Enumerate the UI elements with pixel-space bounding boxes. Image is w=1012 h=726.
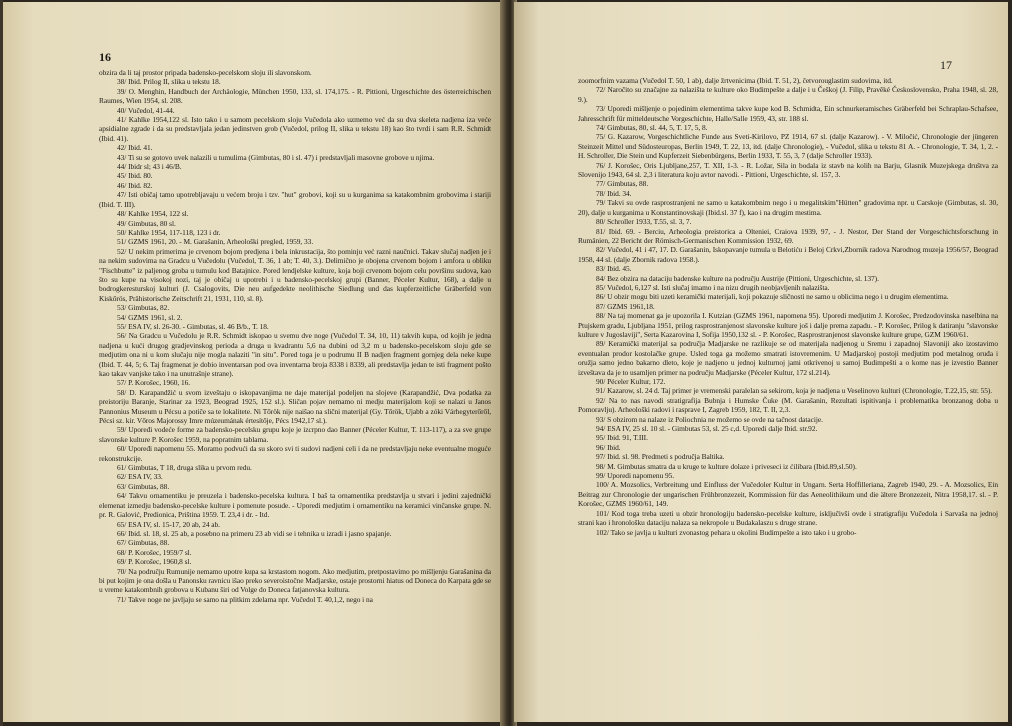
footnote-paragraph: 58/ D. Karapandžić u svom izveštaju o iskopavanjima ne daje materijal podeljen na slojeve (Karapandžić, Dva podatka za preistoriju Baranje, Starinar za 1923, Beograd 1925, 152 sl.). Sličan pojav nemamo ni medju materijalom koji se nalazi u Janos Pannonius Museum u Pécsu a potiče sa te lokalitete. Ni Tőrök nije naišao na slični materijal (Gy. Tőrök, Ujabb a zóki Várhegyterőről, Pécsi sz. kir. Vőros Majorossy Imre múzeumának értesítője, Pécs 1942,17 sl.). — [99, 387, 491, 426]
footnote-paragraph: 75/ G. Kazarow, Vorgeschichtliche Funde aus Sveti-Kirilovo, PZ 1914, 67 sl. (dalje Kazarow). - V. Miločić, Chronologie der jüngeren Steinzeit Mittel und Südosteuropas, Berlin 1949, T. 22, 13, itd. (dalje Chronologie), - Vučedol, slika u tekstu 81 A. - Chronologie, T. 34, 1, 2. - H. Schroller, Die Stein und Kupferzeit Siebenbürgens, Berlin 1933, T. 55, 3, 7 (dalje Schroller 1933). — [578, 132, 998, 161]
left-page-footnotes — [99, 68, 491, 604]
footnote-paragraph: 68/ P. Korošec, 1959/7 sl. — [117, 547, 192, 557]
footnote-paragraph: 94/ ESA IV, 25 sl. 10 sl. - Gimbutas 53, sl. 25 c,d. Uporedi dalje Ibid. str.92. — [596, 424, 818, 434]
page-number-right: 17 — [940, 58, 952, 72]
footnote-paragraph: 67/ Gimbutas, 88. — [117, 538, 170, 548]
footnote-paragraph: 93/ S obzirom na nalaze iz Poliochnia ne možemo se ovde na tačnost datacije. — [596, 414, 823, 424]
left-page — [3, 2, 503, 722]
footnote-paragraph: 81/ Ibid. 69. - Berciu, Arheologia preistorica a Olteniei, Craiova 1939, 97, - J. Nestor, Der Stand der Vorgeschichtsforschung in Rumänien, 22 Bericht der Römisch-Germanischen Kommission 1932, 69. — [578, 226, 998, 245]
footnote-paragraph: 100/ A. Mozsolics, Verbreitung und Einfluss der Vučedoler Kultur in Ungarn. Serta Hoffilleriana, Zagreb 1940, 29. - A. Mozsolics, Ein Beitrag zur Chronologie der ungarischen Frühbronzezeit, Kommission für das Aeneolithikum und die ältere Bronzezeit, Nitra 1958,17. sl. - P. Korošec, GZMS 1960/61, 149. — [578, 480, 998, 509]
footnote-paragraph: 82/ Vučedol, 41 i 47, 17. D. Garašanin, Iskopavanje tumula u Belotiću i Beloj Crkvi,Zbornik radova Narodnog muzeja 1956/57, Beograd 1958, 44 sl. (dalje Zbornik radova 1958.). — [578, 245, 998, 264]
footnote-paragraph: 63/ Gimbutas, 88. — [117, 481, 170, 491]
footnote-paragraph: 73/ Uporedi mišljenje o pojedinim elementima takve kupe kod B. Schmidta, Ein schnurkeramisches Gräberfeld bei Schraplau-Schafsee, Jahresschrift für mitteldeutsche Vorgeschichte, Halle/Salle 1959, 43, str. 188 sl. — [578, 104, 998, 123]
footnote-paragraph: 51/ GZMS 1961, 20. - M. Garašanin, Arheološki pregled, 1959, 33. — [117, 237, 314, 247]
footnote-paragraph: 90/ Péceler Kultur, 172. — [596, 377, 666, 386]
footnote-paragraph: 80/ Schroller 1933, T.55, sl. 3, 7. — [596, 217, 692, 227]
footnote-paragraph: 39/ O. Menghin, Handbuch der Archäologie, München 1950, 133, sl. 174,175. - R. Pittioni, Urgeschichte des österreichischen Raumes, Wien 1954, sl. 208. — [99, 86, 491, 106]
footnote-paragraph: 56/ Na Gradcu u Vučedolu je R.R. Schmidt iskopao u svemu dve noge (Vučedol T. 34, 10, 11) takvih kupa, od kojih je jedna nadjena u kući drugog gradjevinskog perioda a druga u kvadrantu 5,6 na dubini od 3,2 m u badensko-pecelskom sloju gde se medjutim ona ni u kom slučaju nije mogla nalaziti "in situ". Pored toga je u podrumu II B nadjen fragment gornjeg dela neke kupe (Ibid. T. 44, 5; 6. Taj fragmenat je dobio inventarsan pod ova inventarna broja 8338 i 8339, ali predstavlja jedan te isti fragment pošto kao takav vanjske tako i na unutrašnje strane). — [99, 331, 491, 378]
footnote-paragraph: 38/ Ibid. Prilog II, slika u tekstu 18. — [117, 77, 221, 87]
right-page-footnotes — [578, 76, 998, 537]
footnote-paragraph: 45/ Ibid. 80. — [117, 171, 153, 181]
footnote-paragraph: 78/ Ibid. 34. — [596, 188, 632, 198]
footnote-paragraph: 54/ GZMS 1961, sl. 2. — [117, 312, 183, 322]
footnote-paragraph: 96/ Ibid. — [596, 442, 621, 452]
footnote-paragraph: 49/ Gimbutas, 80 sl. — [117, 218, 176, 228]
footnote-paragraph: 61/ Gimbutas, T 18, druga slika u prvom redu. — [117, 463, 252, 473]
footnote-paragraph: 64/ Takvu ornamentiku je preuzela i badensko-pecelska kultura. I baš ta ornamentika predstavlja u stvari i jedini zajednički elemenat izmedju badensko-pecelske kulture i pomenute posude. - Uporedi medjutim i ornamentiku na keramici vinčanske grupe. N. pr. R. Galović, Predionica, Priština 1959. T. 23,4 i dr. - Itd. — [99, 491, 491, 520]
footnote-paragraph: 86/ U obzir mogu biti uzeti keramički materijali, koji pokazuje sličnosti ne samo u oblicima nego i u drugim elementima. — [596, 292, 949, 302]
footnote-paragraph: 84/ Bez obzira na dataciju badenske kulture na području Austrije (Pittioni, Urgeschichte, sl. 137). — [596, 273, 879, 283]
footnote-paragraph: 50/ Kahlke 1954, 117-118, 123 i dr. — [117, 227, 221, 237]
footnote-paragraph: 43/ Ti su se gotovo uvek nalazili u tumulima (Gimbutas, 80 i sl. 47) i predstavljali masovne grobove u njima. — [117, 152, 435, 162]
footnote-paragraph: 59/ Upoređi vodeće forme za badensko-pecelsku grupu koje je izcrpno dao Banner (Péceler Kultur, T. 113-117), a za sve grupe slavonske kulture P. Korošec 1959, na popratnim tablama. — [99, 425, 491, 444]
footnote-paragraph: 92/ Na to nas navodi stratigrafija Bubnja i Humske Čuke (M. Garašanin, Rezultati ispitivanja i problematika bronzanog doba u Pomoravlju). Arheološki radovi i rasprave I, Zagreb 1959, 182, T. II, 2,3. — [578, 395, 998, 415]
footnote-paragraph: 101/ Kod toga treba uzeti u obzir hronologiju badensko-pecelske kulture, isključivši ovde i stratigrafiju Vučedola i Sarvaša na jednoj strani kao i hronološku dataciju nalaza sa nekropole u Budakalaszu s druge strane. — [578, 508, 998, 528]
footnote-paragraph: 79/ Takvi su ovde rasprostranjeni ne samo u katakombnim nego i u megalitskim"Hütten" gradovima npr. u Carskoje (Gimbutas, sl. 30, 20), dalje u kurganima u Konstantinovskaji (Ibid.sl. 37 f), kao i na drugim mestima. — [578, 198, 998, 217]
footnote-paragraph: 77/ Gimbutas, 88. — [596, 179, 649, 189]
footnote-paragraph: 47/ Isti običaj tamo upotrebljavaju u većem broju i tzv. "hut" grobovi, koji su u kurganima sa katakombnim grobovima i stariji (Ibid. T. III). — [99, 190, 491, 209]
footnote-paragraph: 74/ Gimbutas, 80, sl. 44, 5, T. 17, 5, 8. — [596, 123, 708, 133]
footnote-paragraph: 69/ P. Korošec, 1960,8 sl. — [117, 557, 192, 567]
footnote-paragraph: 88/ Na taj momenat ga je upozorila I. Kutzian (GZMS 1961, napomena 95). Uporedi medjutim J. Korošec, Predzodovinska naselbina na Ptujskem gradu, Ljubljana 1951, prilog rasprostranjenost slavonske kulture još i dalje prema zapadu. - P. Korošec, Prilog k datiranju "slavonske kulture v Jugoslaviji", Serta Kazarovina I, Sofija 1950,132 sl. - P. Korošec, Rasprostranjenost slavonske kulture grupe, GZM 1960/61. — [578, 311, 998, 339]
footnote-paragraph: 65/ ESA IV, sl. 15-17, 20 ab, 24 ab. — [117, 519, 220, 529]
footnote-paragraph: 52/ U nekim primerima je crvenom bojom predjena i bela inkrustacija, što pominju već razni naučnici. Takav slučaj nadjen je i na nekim sudovima na Gradcu u Vučedolu (Vučedol, T. 36, 1 ab; T. 40, 3.). Delimično je obojena crvenom bojom i amfora u obliku "Fischbutte" iz paljenog groba u tumulu kod Batajnice. Pored lendjelske kulture, koja boji crvenom bojom celu površinu sudova, kao što su kupe na visokoj nozi, taj je običaj u upotrebi i u badensko-pecelskoj grupi (Banner, Péceler Kultur, 168), a dalje u bodrogkeresturskoj kulturi (J. Csalogovits, Die neu aufgedekte neolithische Siedlung und das kupferzeitliche Gräberfeld von Kiskőrös, Prähistorische Zeitschrift 21, 1931, 110, sl. 8). — [99, 246, 491, 303]
footnote-paragraph: obzira da li taj prostor pripada badensko-pecelskom sloju ili slavonskom. — [99, 68, 312, 77]
page-number-left: 16 — [99, 50, 111, 64]
footnote-paragraph: 71/ Takve noge ne javljaju se samo na plitkim zdelama npr. Vučedol T. 40,1,2, nego i na — [117, 594, 373, 604]
footnote-paragraph: 62/ ESA IV, 33. — [117, 472, 163, 482]
footnote-paragraph: 99/ Uporedi napomenu 95. — [596, 471, 675, 481]
footnote-paragraph: 60/ Upoređi napomenu 55. Moramo podvući da su skoro svi ti sudovi nadjeni celi i da ne predstavljaju neke eventualne moguće rekonstrukcije. — [99, 444, 491, 463]
footnote-paragraph: 95/ Ibid. 91, T.III. — [596, 433, 648, 443]
footnote-paragraph: 70/ Na području Rumunije nemamo upotre kupa sa krstastom nogom. Ako medjutim, pretpostavimo po mišljenju Garašanina da bi put kojim je ona došla u Panonsku ravnicu išao preko severoistočne Madjarske, ostaje prostorni hiatus od Doneca do Karpata gde se u vreme katakombnih grobova u Kubanu širi od Volge do Doneca fatjanovska kultura. — [99, 566, 491, 595]
footnote-paragraph: 102/ Tako se javlja u kulturi zvonastog pehara u okolini Budimpešte a isto tako i u grobo- — [596, 527, 857, 537]
footnote-paragraph: 66/ Ibid. sl. 18, sl. 25 ab, a posebno na primeru 23 ab vidi se i tehnika u izradi i jasno spajanje. — [117, 528, 392, 538]
footnote-paragraph: 48/ Kahlke 1954, 122 sl. — [117, 209, 189, 219]
footnote-paragraph: 40/ Vučedol, 41-44. — [117, 105, 175, 115]
footnote-paragraph: 85/ Vučedol, 6,127 sl. Isti slučaj imamo i na nizu drugih neobjavljenih nalazišta. — [596, 282, 830, 292]
footnote-paragraph: 44/ Ibidr sl; 43 i 46/B. — [117, 162, 182, 172]
footnote-paragraph: 98/ M. Gimbutas smatra da u kruge te kulture dolaze i priveseci iz ćilibara (Ibid.89,sl.50). — [596, 461, 857, 471]
footnote-paragraph: 76/ J. Korošec, Oris Ljubljane,257, T. XII, 1-3. - R. Ložar, Sila in bodala iz stavb na kolih na Barju, Glasnik Muzejskega društva za Slovenijo 1943, 64 sl. 2,3 i literatura koju avtor navodi. - Pittioni, Urgeschichte, sl. 157, 3. — [578, 160, 998, 180]
right-page — [514, 2, 1008, 722]
footnote-paragraph: zoomorfnim vazama (Vučedol T. 50, 1 ab), dalje žrtvenicima (Ibid. T. 51, 2), četvorouglastim sudovima, itd. — [578, 76, 893, 85]
footnote-paragraph: 87/ GZMS 1961,18. — [596, 301, 655, 311]
footnote-paragraph: 42/ Ibid. 41. — [117, 143, 153, 153]
footnote-paragraph: 41/ Kahlke 1954,122 sl. Isto tako i u samom pecelskom sloju Vučedola ako uzmemo već da su dva skeleta nadjena iza veće apsidialne zgrade i da su predstavljala jedan jedinstven grob (Vučedol, prilog II, slika u tekstu 18) kao što tvrdi i sam R.R. Schmidt (Ibid. 41). — [99, 115, 491, 143]
footnote-paragraph: 72/ Naročito su značajne za nalazišta te kulture oko Budimpešte a dalje i u Češkoj (J. Filip, Pravěké Československo, Praha 1948, sl. 28, 9.). — [578, 85, 998, 104]
footnote-paragraph: 55/ ESA IV, sl. 26-30. - Gimbutas, sl. 46 B/b., T. 18. — [117, 321, 269, 331]
footnote-paragraph: 83/ Ibid. 45. — [596, 264, 632, 274]
footnote-paragraph: 91/ Kazarow, sl. 24 d. Taj primer je vremenski paralelan sa sekirom, koja je nadjena u Veselinovo kulturi (Chronologie, T.22,15, str. 55). — [596, 386, 993, 396]
footnote-paragraph: 53/ Gimbutas, 82. — [117, 303, 170, 313]
footnote-paragraph: 57/ P. Korošec, 1960, 16. — [117, 378, 191, 388]
footnote-paragraph: 89/ Keramički materijal sa područja Madjarske ne razlikuje se od materijala nadjenog u Sremu i zapadnoj Slavoniji ako izostavimo eventualan prodor kostolačke grupe. Usled toga ga možemo smatrati istovremenim. U Madjarskoj postoji medjutim pod metalnog oruđa i oružja samo jedno bakarno dleto, koje je nadjeno u jednoj kulturnoj jami otkrivenoj u samoj Budimpešti a o kome nas je izvestio Banner izveštava da je to usamljen primer na području Madjarske (Péceler Kultur, 172 sl.214). — [578, 339, 998, 377]
footnote-paragraph: 97/ Ibid. sl. 98. Predmeti s područja Baltika. — [596, 452, 725, 462]
footnote-paragraph: 46/ Ibid. 82. — [117, 180, 153, 190]
